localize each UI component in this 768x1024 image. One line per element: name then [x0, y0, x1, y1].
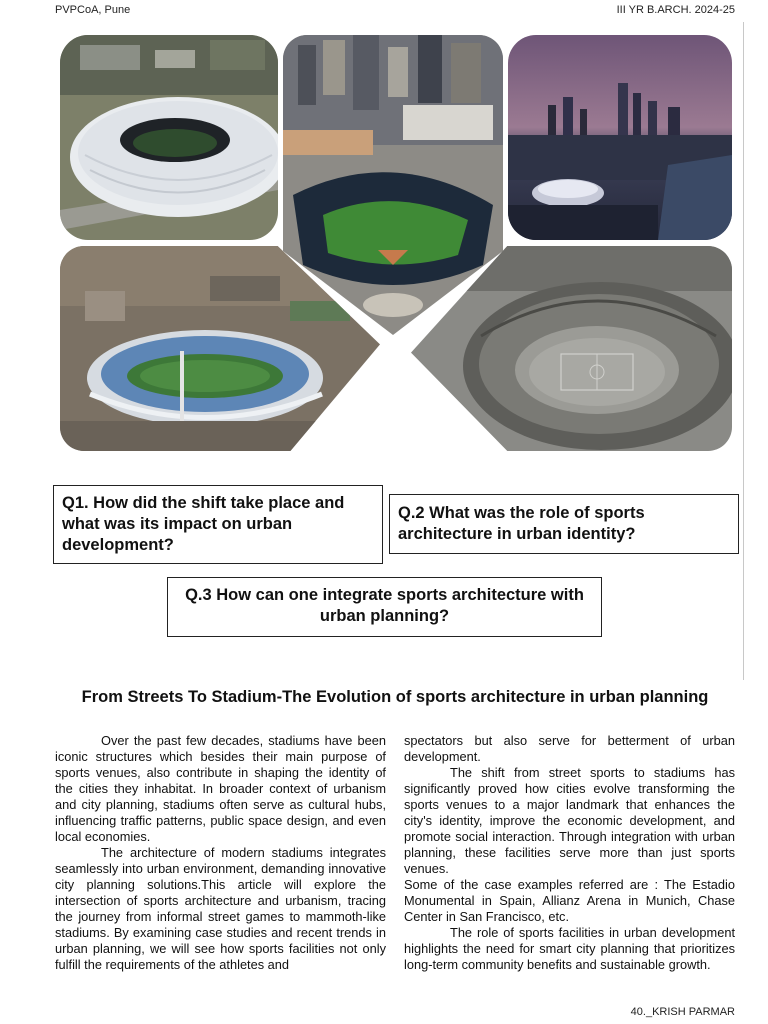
stadium-photo-chase-center [508, 35, 732, 240]
page-divider-line [743, 22, 744, 680]
article-paragraph: The architecture of modern stadiums integrates seamlessly into urban environment, demanding innovative city planning solutions.This article will explore the intersection of sports architecture and urbanism, tracing the journey from informal street games to mammoth-like stadiums. By examining case studies and recent trends in urban planning, we will see how sports facilities not only fulfill the requirements of the athletes and [55, 845, 386, 972]
question-box-3: Q.3 How can one integrate sports architecture with urban planning? [167, 577, 602, 637]
question-box-1: Q1. How did the shift take place and what was its impact on urban development? [53, 485, 383, 564]
article-title: From Streets To Stadium-The Evolution of sports architecture in urban planning [81, 688, 709, 706]
article-paragraph: The role of sports facilities in urban development highlights the need for smart city planning that prioritizes long-term community benefits and sustainable growth. [404, 925, 735, 972]
question-box-2: Q.2 What was the role of sports architecture in urban identity? [389, 494, 739, 554]
stadium-photo-allianz-arena [60, 35, 278, 240]
article-paragraph: spectators but also serve for betterment of urban development. [404, 733, 735, 764]
article-paragraph: Some of the case examples referred are : The Estadio Monumental in Spain, Allianz Arena in Munich, Chase Center in San Francisco, etc. [404, 877, 735, 924]
header-year: III YR B.ARCH. 2024-25 [616, 4, 735, 16]
article-paragraph: Over the past few decades, stadiums have been iconic structures which besides their main purpose of sports venues, also contribute in shaping the identity of the cities they inhabitat. In broader context of urbanism and city planning, stadiums often serve as cultural hubs, influencing traffic patterns, public space design, and even local economies. [55, 733, 386, 844]
article-paragraph: The shift from street sports to stadiums has significantly proved how cities evolve transforming the sports venues to a major landmark that enhances the city's identity, improve the economic development, and promote social interaction. Through integration with urban planning, these facilities serve more than just sports venues. [404, 765, 735, 876]
header-institution: PVPCoA, Pune [55, 4, 131, 16]
footer-author: 40._KRISH PARMAR [630, 1006, 735, 1018]
article-column-left [55, 733, 386, 973]
article-column-right [404, 733, 735, 973]
